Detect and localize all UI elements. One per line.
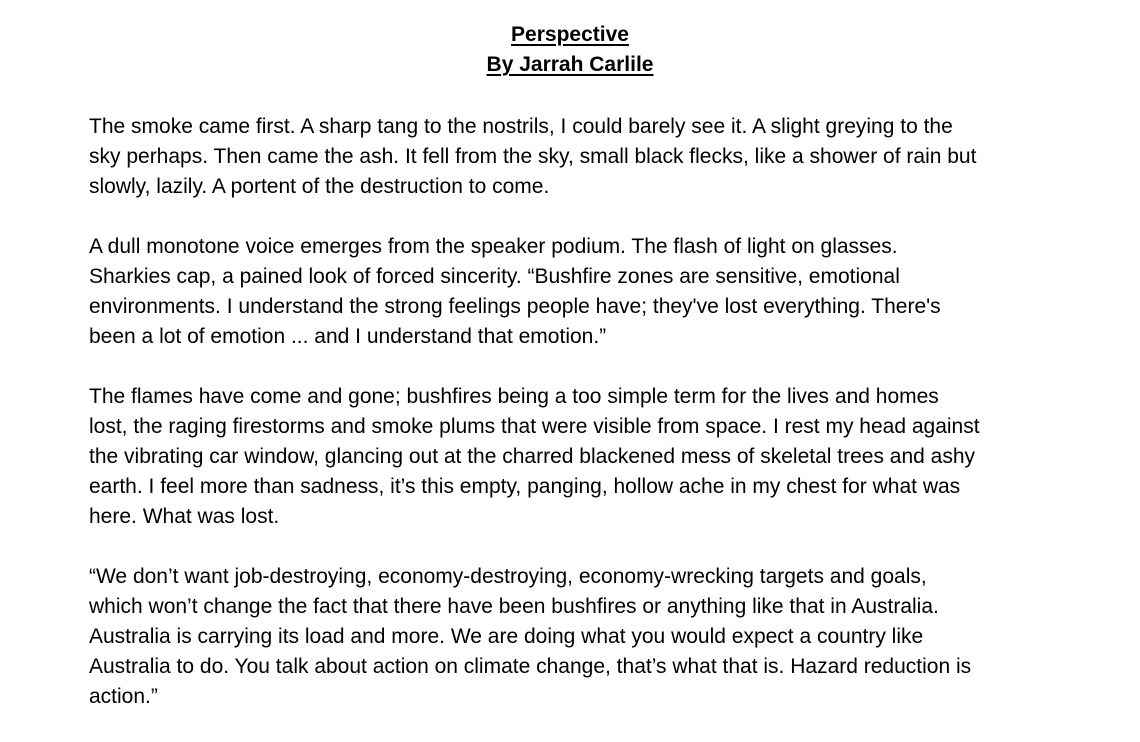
paragraph-line: Australia is carrying its load and more. We are doing what you would expect a country like — [89, 625, 924, 648]
paragraph-line: action.” — [89, 685, 158, 708]
paragraph-line: The smoke came first. A sharp tang to the nostrils, I could barely see it. A slight greying to the — [89, 115, 953, 138]
paragraph-line: The flames have come and gone; bushfires being a too simple term for the lives and homes — [89, 385, 939, 408]
paragraph-line: Australia to do. You talk about action on climate change, that’s what that is. Hazard reduction is — [89, 655, 972, 678]
document-title: Perspective — [511, 23, 629, 46]
document-byline: By Jarrah Carlile — [486, 53, 654, 76]
paragraph-3 — [89, 382, 1064, 532]
paragraph-line: here. What was lost. — [89, 505, 280, 528]
paragraph-line: Sharkies cap, a pained look of forced sincerity. “Bushfire zones are sensitive, emotional — [89, 265, 900, 288]
document-body — [89, 112, 1064, 742]
paragraph-4 — [89, 562, 1064, 712]
paragraph-line: which won’t change the fact that there have been bushfires or anything like that in Australia. — [89, 595, 939, 618]
paragraph-line: lost, the raging firestorms and smoke plums that were visible from space. I rest my head against — [89, 415, 980, 438]
paragraph-line: been a lot of emotion ... and I understand that emotion.” — [89, 325, 607, 348]
paragraph-2 — [89, 232, 1064, 352]
paragraph-line: “We don’t want job-destroying, economy-destroying, economy-wrecking targets and goals, — [89, 565, 927, 588]
paragraph-line: earth. I feel more than sadness, it’s this empty, panging, hollow ache in my chest for what was — [89, 475, 961, 498]
paragraph-line: sky perhaps. Then came the ash. It fell from the sky, small black flecks, like a shower of rain but — [89, 145, 977, 168]
paragraph-line: environments. I understand the strong feelings people have; they've lost everything. There's — [89, 295, 941, 318]
paragraph-line: A dull monotone voice emerges from the speaker podium. The flash of light on glasses. — [89, 235, 898, 258]
paragraph-line: slowly, lazily. A portent of the destruction to come. — [89, 175, 550, 198]
paragraph-1 — [89, 112, 1064, 202]
paragraph-line: the vibrating car window, glancing out at the charred blackened mess of skeletal trees and ashy — [89, 445, 976, 468]
title-block — [0, 20, 1140, 80]
